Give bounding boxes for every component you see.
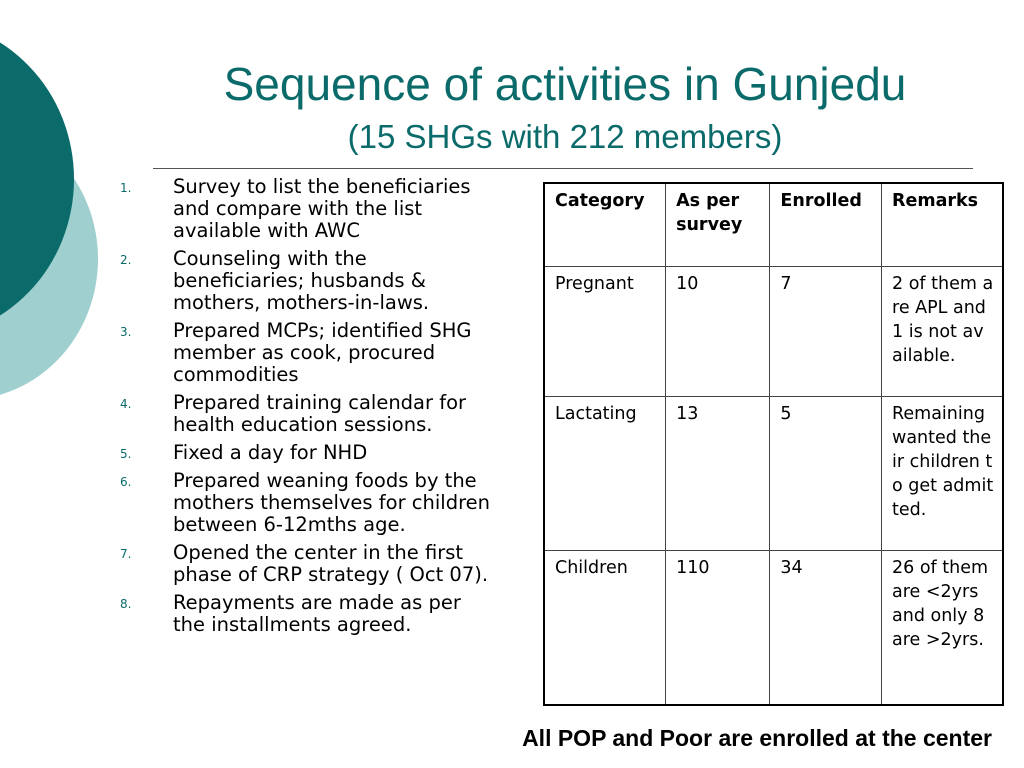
footer-note: All POP and Poor are enrolled at the center	[522, 725, 992, 751]
list-item	[120, 442, 495, 464]
list-number: 7.	[120, 547, 132, 561]
cell-enrolled: 5	[770, 397, 882, 551]
enrollment-table	[543, 182, 1004, 706]
list-number: 1.	[120, 181, 132, 195]
cell-category: Lactating	[544, 397, 666, 551]
list-number: 2.	[120, 253, 132, 267]
cell-enrolled: 7	[770, 267, 882, 397]
cell-enrolled: 34	[770, 551, 882, 705]
cell-category: Pregnant	[544, 267, 666, 397]
list-item-text: Opened the center in the first phase of CRP strategy ( Oct 07).	[173, 541, 489, 586]
cell-survey: 10	[666, 267, 770, 397]
cell-remarks: Remaining wanted their children to get admitted.	[882, 397, 1003, 551]
activity-list	[120, 176, 495, 642]
list-item	[120, 542, 495, 586]
list-item	[120, 320, 495, 386]
cell-category: Children	[544, 551, 666, 705]
slide-subtitle: (15 SHGs with 212 members)	[347, 118, 783, 155]
list-number: 4.	[120, 397, 132, 411]
column-header-enrolled: Enrolled	[770, 183, 882, 267]
list-item-text: Prepared MCPs; identified SHG member as cook, procured commodities	[173, 319, 472, 386]
list-item	[120, 592, 495, 636]
list-item-text: Prepared weaning foods by the mothers themselves for children between 6-12mths age.	[173, 469, 491, 536]
column-header-remarks: Remarks	[882, 183, 1003, 267]
list-item-text: Survey to list the beneficiaries and compare with the list available with AWC	[173, 175, 471, 242]
list-item	[120, 392, 495, 436]
list-item-text: Fixed a day for NHD	[173, 441, 368, 464]
list-item-text: Counseling with the beneficiaries; husbands & mothers, mothers-in-laws.	[173, 247, 430, 314]
title-divider	[153, 168, 973, 169]
table-row	[544, 551, 1003, 705]
cell-remarks: 26 of them are <2yrs and only 8 are >2yrs.	[882, 551, 1003, 705]
cell-survey: 13	[666, 397, 770, 551]
cell-remarks: 2 of them are APL and 1 is not available.	[882, 267, 1003, 397]
table-header-row	[544, 183, 1003, 267]
table-row	[544, 267, 1003, 397]
list-item	[120, 248, 495, 314]
list-item-text: Repayments are made as per the installments agreed.	[173, 591, 461, 636]
list-number: 8.	[120, 597, 132, 611]
column-header-category: Category	[544, 183, 666, 267]
list-item	[120, 176, 495, 242]
list-item-text: Prepared training calendar for health education sessions.	[173, 391, 467, 436]
list-number: 3.	[120, 325, 132, 339]
list-item	[120, 470, 495, 536]
slide-title: Sequence of activities in Gunjedu	[223, 58, 907, 110]
table-row	[544, 397, 1003, 551]
list-number: 5.	[120, 447, 132, 461]
list-number: 6.	[120, 475, 132, 489]
column-header-survey: As per survey	[666, 183, 770, 267]
cell-survey: 110	[666, 551, 770, 705]
